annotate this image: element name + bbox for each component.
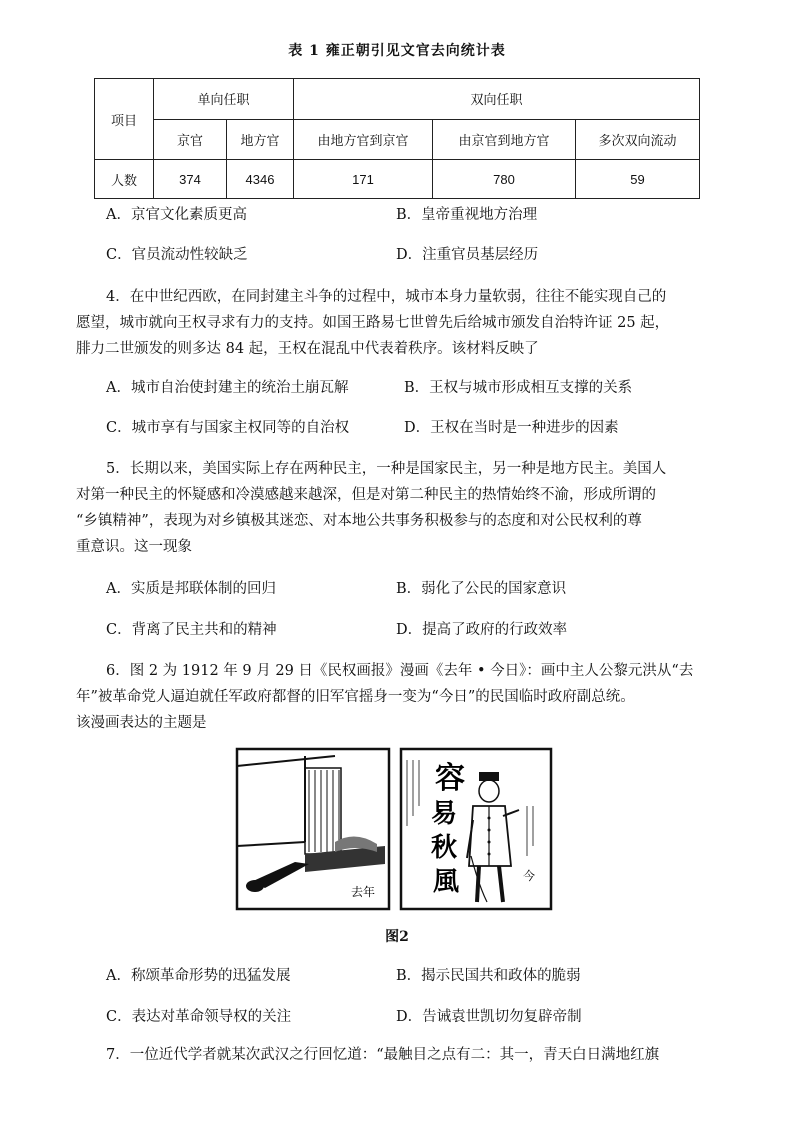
right-caption: 今: [523, 869, 536, 883]
table-caption: 表 1 雍正朝引见文官去向统计表: [288, 43, 506, 59]
q3-option-a: A．京官文化素质更高: [106, 207, 247, 223]
right-title-char: 秋: [431, 833, 458, 863]
column-header: 地方官: [227, 119, 294, 160]
q4-option-d: D．王权在当时是一种进步的因素: [404, 420, 619, 436]
q6-option-a: A．称颂革命形势的迅猛发展: [106, 968, 291, 984]
item-header: 项目: [95, 79, 154, 160]
group-header-one-way: 单向任职: [154, 79, 294, 120]
q4-option-a: A．城市自治使封建主的统治土崩瓦解: [106, 380, 349, 396]
q5-option-c: C．背离了民主共和的精神: [106, 622, 277, 638]
table-cell: 171: [294, 160, 433, 199]
q6-line: 年”被革命党人逼迫就任军政府都督的旧军官摇身一变为“今日”的民国临时政府副总统。: [76, 689, 635, 705]
right-title-char: 易: [431, 799, 458, 829]
table-cell: 780: [433, 160, 576, 199]
q5-option-b: B．弱化了公民的国家意识: [396, 581, 567, 597]
q5-option-a: A．实质是邦联体制的回归: [106, 581, 276, 597]
right-title-char: 容: [435, 761, 465, 796]
q4-option-c: C．城市享有与国家主权同等的自治权: [106, 420, 350, 436]
q7-line: 7．一位近代学者就某次武汉之行回忆道：“最触目之点有二：其一，青天白日满地红旗: [106, 1047, 660, 1063]
q5-line: 对第一种民主的怀疑感和冷漠感越来越深，但是对第二种民主的热情始终不渝，形成所谓的: [76, 487, 656, 503]
row-label: 人数: [95, 160, 154, 199]
right-title-char: 風: [433, 867, 460, 897]
figure-label: 图2: [385, 929, 409, 945]
q5-line: 重意识。这一现象: [76, 539, 192, 555]
column-header: 多次双向流动: [576, 119, 700, 160]
q6-stem: [76, 658, 716, 736]
q6-option-d: D．告诫袁世凯切勿复辟帝制: [396, 1009, 582, 1025]
q3-option-b: B．皇帝重视地方治理: [396, 207, 538, 223]
q5-line: “乡镇精神”，表现为对乡镇极其迷恋、对本地公共事务积极参与的态度和对公民权利的尊: [76, 513, 642, 529]
column-header: 京官: [154, 119, 227, 160]
table-cell: 59: [576, 160, 700, 199]
officer-figure: [467, 772, 519, 902]
cartoon-figure: [235, 746, 553, 912]
q4-option-b: B．王权与城市形成相互支撑的关系: [404, 380, 633, 396]
table-cell: 374: [154, 160, 227, 199]
q3-option-d: D．注重官员基层经历: [396, 247, 539, 263]
q4-line: 4．在中世纪西欧，在同封建主斗争的过程中，城市本身力量软弱，往往不能实现自己的: [106, 289, 667, 305]
table-header-row: [95, 79, 700, 120]
table-subheader-row: [95, 119, 700, 160]
q4-line: 腓力二世颁发的则多达 84 起，王权在混乱中代表着秩序。该材料反映了: [76, 341, 539, 357]
q6-line: 该漫画表达的主题是: [76, 715, 207, 731]
q4-stem: [76, 284, 716, 362]
table-row: [95, 160, 700, 199]
statistics-table: [94, 78, 700, 199]
q6-line: 6．图 2 为 1912 年 9 月 29 日《民权画报》漫画《去年 • 今日》：画中主人公黎元洪从“去: [106, 663, 694, 679]
group-header-two-way: 双向任职: [294, 79, 700, 120]
left-caption: 去年: [351, 885, 376, 899]
q4-line: 愿望，城市就向王权寻求有力的支持。如国王路易七世曾先后给城市颁发自治特许证 25 起，: [76, 315, 670, 331]
q7-stem: [76, 1042, 716, 1068]
q6-option-b: B．揭示民国共和政体的脆弱: [396, 968, 581, 984]
q5-option-d: D．提高了政府的行政效率: [396, 622, 568, 638]
table-cell: 4346: [227, 160, 294, 199]
q6-option-c: C．表达对革命领导权的关注: [106, 1009, 292, 1025]
bed-curtain: [305, 768, 341, 854]
q5-stem: [76, 456, 716, 560]
q5-line: 5．长期以来，美国实际上存在两种民主，一种是国家民主，另一种是地方民主。美国人: [106, 461, 667, 477]
q3-option-c: C．官员流动性较缺乏: [106, 247, 248, 263]
column-header: 由京官到地方官: [433, 119, 576, 160]
column-header: 由地方官到京官: [294, 119, 433, 160]
